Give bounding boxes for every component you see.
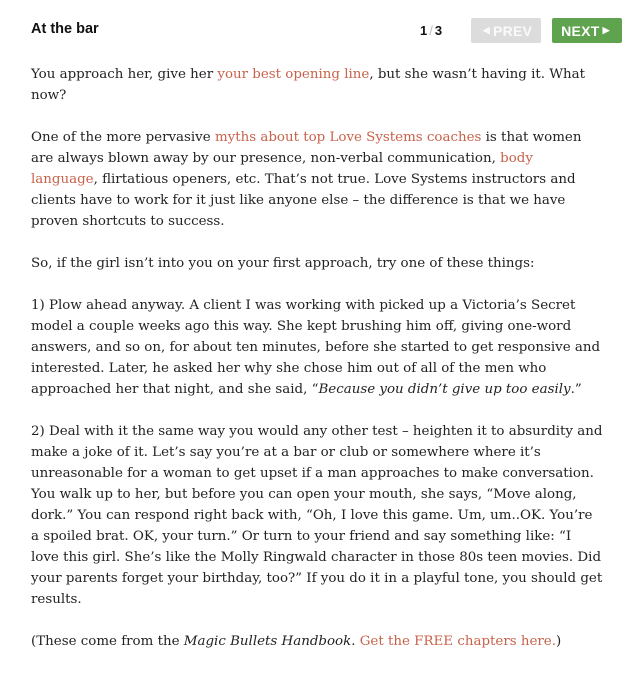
page-separator: /: [429, 23, 433, 38]
prev-button-label: PREV: [492, 22, 533, 39]
paragraph-source: [31, 631, 603, 652]
text: One of the more pervasive: [31, 130, 215, 145]
text: , but she wasn’t having it. What now?: [31, 67, 586, 103]
text: 1) Plow ahead anyway. A client I was working with picked up a Victoria’s Secret model a couple weeks ago this way. She kept brushing him off, giving one-word answers, and so on, for about ten minutes, before she started to get responsive and interested. Later, he asked her why she chose him out of all of the men who approached her that night, and she said, “: [31, 298, 601, 397]
text: .: [351, 634, 360, 649]
triangle-right-icon: ▶: [602, 25, 610, 35]
myths-link[interactable]: myths about top Love Systems coaches: [214, 130, 482, 145]
free-chapters-link[interactable]: Get the FREE chapters here.: [359, 634, 556, 649]
quote-italic: Because you didn’t give up too easily: [318, 382, 571, 397]
article-header: [0, 0, 630, 62]
page-current: 1: [420, 23, 428, 38]
triangle-left-icon: ◀: [482, 25, 490, 35]
prev-button[interactable]: [471, 18, 541, 43]
text: You approach her, give her: [31, 67, 218, 82]
paragraph-intro: [31, 64, 603, 106]
paragraph-myths: [31, 127, 603, 232]
page-title: At the bar: [31, 21, 99, 37]
page-counter: [420, 23, 442, 38]
text: .”: [570, 382, 582, 397]
paragraph-plow-ahead: [31, 295, 603, 400]
page-total: 3: [434, 23, 443, 38]
paragraph-deal-with-it: 2) Deal with it the same way you would any other test – heighten it to absurdity and make a joke of it. Let’s say you’re at a bar or club or somewhere where it’s unreasonable for a woman to get upset if a man approaches to make conversation. You walk up to her, but before you can open your mouth, she says, “Move along, dork.” You can respond right back with, “Oh, I love this game. Um, um..OK. You’re a spoiled brat. OK, your turn.” Or turn to your friend and say something like: “I love this girl. She’s like the Molly Ringwald character in those 80s teen movies. Did your parents forget your birthday, too?” If you do it in a playful tone, you should get results.: [31, 424, 603, 607]
paragraph-options: So, if the girl isn’t into you on your first approach, try one of these things:: [31, 256, 535, 271]
text: , flirtatious openers, etc. That’s not true. Love Systems instructors and clients have to work for it just like anyone else – the difference is that we have proven shortcuts to success.: [31, 172, 576, 229]
body-language-link[interactable]: body language: [31, 151, 533, 187]
text: ): [556, 634, 562, 649]
opening-line-link[interactable]: your best opening line: [217, 67, 370, 82]
book-title: Magic Bullets Handbook: [183, 634, 352, 649]
text: is that women are always blown away by our presence, non-verbal communication,: [31, 130, 582, 166]
article-body: [31, 64, 603, 673]
next-button-label: NEXT: [561, 22, 600, 39]
text: (These come from the: [31, 634, 184, 649]
next-button[interactable]: [552, 18, 622, 43]
